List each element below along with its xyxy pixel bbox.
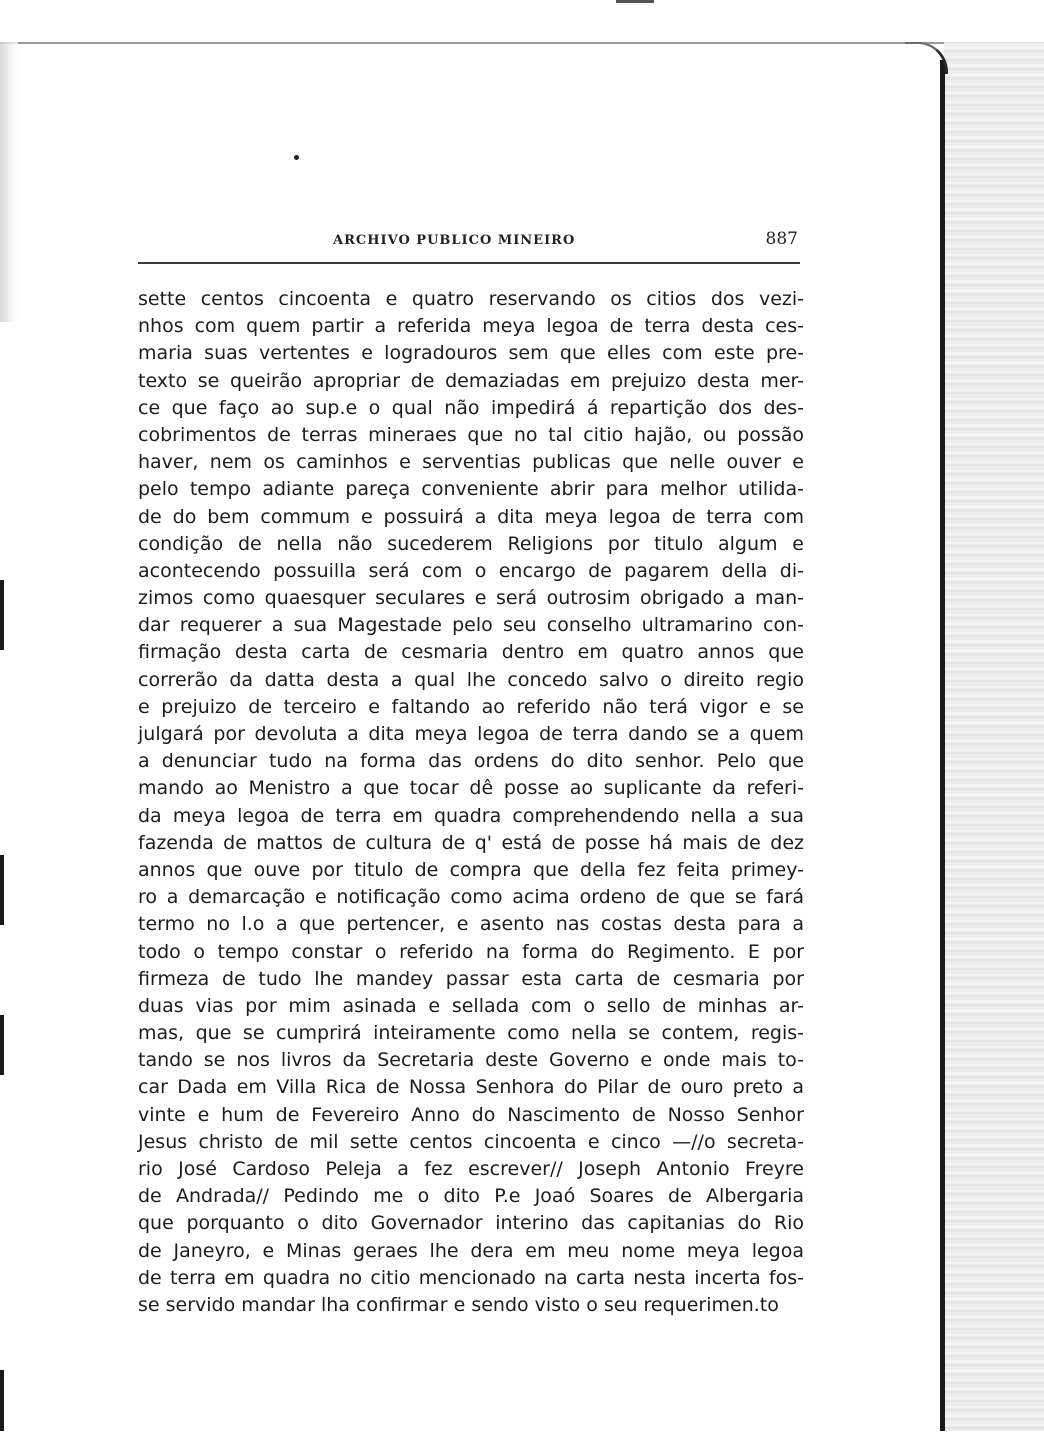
text-line: e prejuizo de terceiro e faltando ao referido não terá vigor e se [138,695,804,718]
text-line: todo o tempo constar o referido na forma do Regimento. E por [138,940,804,963]
text-line: firmeza de tudo lhe mandey passar esta carta de cesmaria por [138,967,804,990]
page-gutter-shadow [0,42,18,322]
left-margin-mark [0,1370,4,1431]
text-line: condição de nella não sucederem Religions por titulo algum e [138,532,804,555]
text-line: mando ao Menistro a que tocar dê posse ao suplicante da referi- [138,777,804,800]
text-line: nhos com quem partir a referida meya legoa de terra desta ces- [138,315,804,338]
scan-speck [294,155,299,160]
text-line: que porquanto o dito Governador interino das capitanias do Rio [138,1212,804,1235]
left-margin-mark [0,580,4,650]
text-line: haver, nem os caminhos e serventias publicas que nelle ouver e [138,451,804,474]
text-line: da meya legoa de terra em quadra comprehendendo nella a sua [138,804,804,827]
text-line: zimos como quaesquer seculares e será outrosim obrigado a man- [138,587,804,610]
text-line: julgará por devoluta a dita meya legoa de terra dando se a quem [138,723,804,745]
text-line: acontecendo possuilla será com o encargo de pagarem della di- [138,559,804,582]
text-line: ce que faço ao sup.e o qual não impedirá á repartição dos des- [138,396,804,419]
text-line: de Janeyro, e Minas geraes lhe dera em meu nome meya legoa [138,1239,804,1262]
text-line: a denunciar tudo na forma das ordens do dito senhor. Pelo que [138,750,804,773]
text-line: duas vias por mim asinada e sellada com o sello de minhas ar- [138,994,804,1017]
text-line: fazenda de mattos de cultura de q' está de posse há mais de dez [138,831,804,854]
text-line: mas, que se cumprirá inteiramente como nella se contem, regis- [138,1022,804,1045]
text-line: maria suas vertentes e logradouros sem que elles com este pre- [138,342,804,365]
text-line: car Dada em Villa Rica de Nossa Senhora do Pilar de ouro preto a [138,1076,804,1099]
page-number: 887 [765,229,798,249]
running-head-title: ARCHIVO PUBLICO MINEIRO [333,233,576,248]
left-margin-mark [0,855,4,925]
text-line: vinte e hum de Fevereiro Anno do Nascimento de Nosso Senhor [138,1103,804,1126]
text-line: ro a demarcação e notificação como acima ordeno de que se fará [138,886,804,909]
text-line: texto se queirão apropriar de demaziadas em prejuizo desta mer- [138,369,804,392]
text-line: de Andrada// Pedindo me o dito P.e Joaó Soares de Albergaria [138,1185,804,1208]
text-line: sette centos cincoenta e quatro reservando os citios dos vezi- [138,288,804,310]
body-text [138,286,804,1319]
text-line: se servido mandar lha confirmar e sendo visto o seu requerimen.to [138,1293,779,1316]
text-line: de do bem commum e possuirá a dita meya legoa de terra com [138,505,804,528]
header-rule [138,262,800,264]
text-line: annos que ouve por titulo de compra que della fez feita primey- [138,858,804,881]
text-line: cobrimentos de terras mineraes que no tal citio hajão, ou possão [138,423,804,446]
running-head [138,229,800,255]
text-line: de terra em quadra no citio mencionado na carta nesta incerta fos- [138,1266,804,1289]
scan-top-mark [616,0,654,3]
text-line: tando se nos livros da Secretaria deste Governo e onde mais to- [138,1049,804,1072]
text-line: firmação desta carta de cesmaria dentro em quatro annos que [138,641,804,664]
left-margin-mark [0,1015,4,1075]
text-line: rio José Cardoso Peleja a fez escrever// Joseph Antonio Freyre [138,1158,804,1180]
text-line: Jesus christo de mil sette centos cincoenta e cinco —//o secreta- [138,1130,804,1153]
page-edge-stack [944,42,1044,1431]
text-line: pelo tempo adiante pareça conveniente abrir para melhor utilida- [138,478,804,501]
text-line: correrão da datta desta a qual lhe concedo salvo o direito regio [138,668,804,691]
page-edge-line [940,60,945,1431]
text-line: dar requerer a sua Magestade pelo seu conselho ultramarino con- [138,614,804,637]
text-line: termo no l.o a que pertencer, e asento nas costas desta para a [138,913,804,936]
